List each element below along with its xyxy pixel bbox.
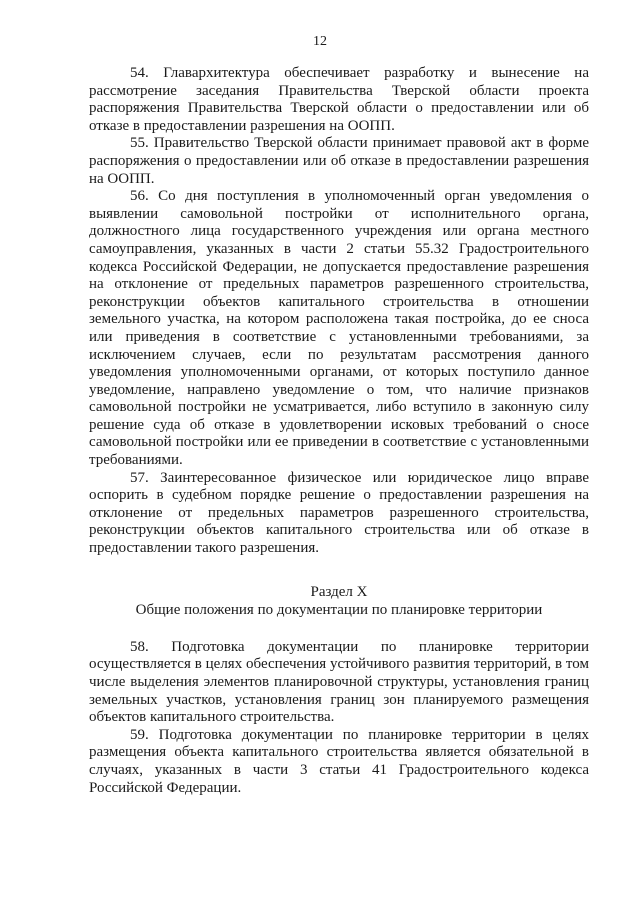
- paragraph-54: 54. Главархитектура обеспечивает разработку и вынесение на рассмотрение заседания Правительства Тверской области проекта распоряжения Правительства Тверской области о предоставлении или об отказе в предоставлении разрешения на ООПП.: [89, 65, 589, 134]
- paragraph-55: 55. Правительство Тверской области принимает правовой акт в форме распоряжения о предоставлении или об отказе в предоставлении разрешения на ООПП.: [89, 135, 589, 187]
- paragraph-57: 57. Заинтересованное физическое или юридическое лицо вправе оспорить в судебном порядке решение о предоставлении разрешения на отклонение от предельных параметров разрешенного строительства, реконструкции объектов капитального строительства или об отказе в предоставлении такого разрешения.: [89, 469, 589, 557]
- paragraph-56: 56. Со дня поступления в уполномоченный орган уведомления о выявлении самовольной постройки от исполнительного органа, должностного лица государственного учреждения или органа местного самоуправления, указанных в части 2 статьи 55.32 Градостроительного кодекса Российской Федерации, не допускается предоставление разрешения на отклонение от предельных параметров разрешенного строительства, реконструкции объектов капитального строительства в отношении земельного участка, на котором расположена такая постройка, до ее сноса или приведения в соответствие с установленными требованиями, за исключением случаев, если по результатам рассмотрения данного уведомления уполномоченными органами, от которых поступило данное уведомление, направлено уведомление о том, что наличие признаков самовольной постройки не усматривается, либо вступило в законную силу решение суда об отказе в удовлетворении исковых требований о сносе самовольной постройки или ее приведении в соответствие с установленными требованиями.: [89, 188, 589, 469]
- paragraph-58: 58. Подготовка документации по планировке территории осуществляется в целях обеспечения устойчивого развития территорий, в том числе выделения элементов планировочной структуры, установления границ земельных участков, установления границ зон планируемого размещения объектов капитального строительства.: [89, 638, 589, 726]
- section-title: Общие положения по документации по планировке территории: [135, 602, 543, 619]
- document-body: [89, 65, 589, 797]
- page-number: 12: [313, 34, 327, 49]
- section-number: Раздел X: [310, 583, 368, 600]
- paragraph-59: 59. Подготовка документации по планировке территории в целях размещения объекта капитального строительства является обязательной в случаях, указанных в части 3 статьи 41 Градостроительного кодекса Российской Федерации.: [89, 726, 589, 796]
